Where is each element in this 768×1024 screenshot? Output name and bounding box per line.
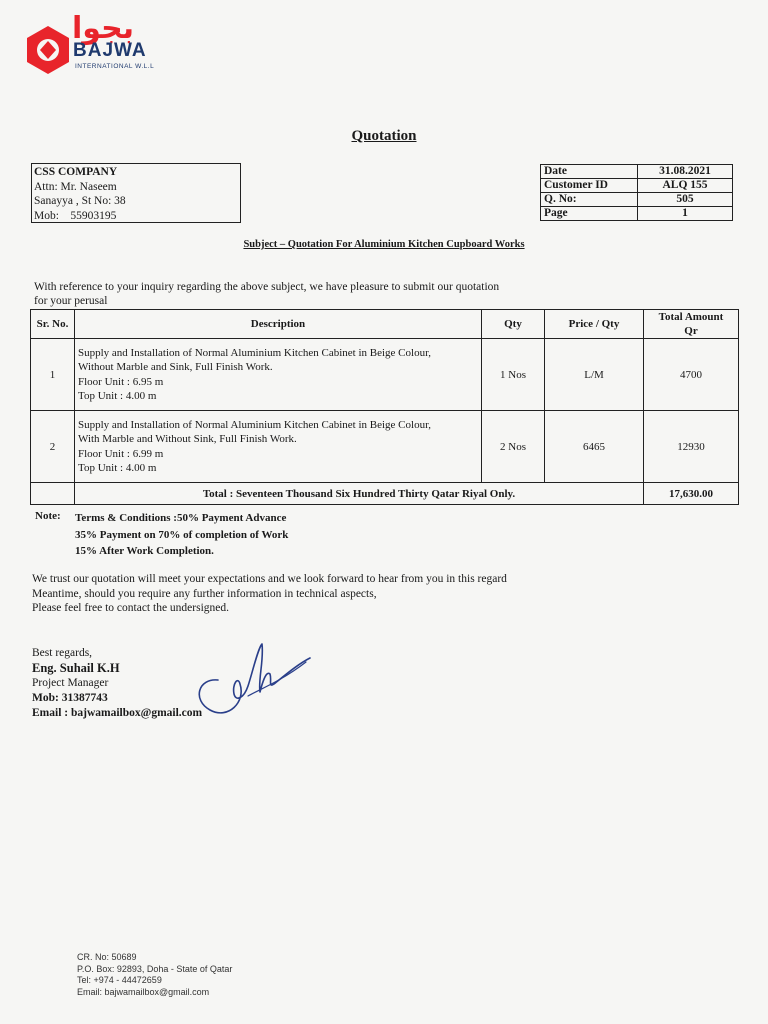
logo-subtitle: INTERNATIONAL W.L.L [75, 63, 155, 70]
ref-value: 31.08.2021 [638, 165, 733, 179]
quotation-reference-table [540, 164, 733, 221]
client-mobile [34, 209, 238, 224]
ref-label: Q. No: [541, 193, 638, 207]
document-title: Quotation [351, 128, 417, 144]
ref-label: Date [541, 165, 638, 179]
subject-text: Subject – Quotation For Aluminium Kitchen Cupboard Works [243, 239, 525, 250]
company-footer [77, 952, 232, 998]
row-desc-line: With Marble and Without Sink, Full Finish Work. [78, 433, 297, 445]
ref-row-customer-id [541, 179, 733, 193]
signoff-mobile: Mob: 31387743 [32, 692, 108, 704]
closing-paragraph [32, 572, 572, 616]
quotation-items-table [30, 309, 739, 505]
note-label: Note: [35, 510, 61, 522]
row-desc-line: Without Marble and Sink, Full Finish Work. [78, 361, 273, 373]
logo-company-name: BAJWA [73, 40, 147, 61]
ref-label: Page [541, 207, 638, 221]
row-desc-line: Floor Unit : 6.95 m [78, 375, 164, 388]
payment-term-line: 15% After Work Completion. [75, 545, 214, 557]
payment-term-line: 35% Payment on 70% of completion of Work [75, 528, 289, 541]
company-logo-icon [24, 24, 72, 76]
total-in-words: Total : Seventeen Thousand Six Hundred Thirty Qatar Riyal Only. [75, 483, 644, 505]
signoff-email: Email : bajwamailbox@gmail.com [32, 707, 203, 719]
client-address: Sanayya , St No: 38 [34, 195, 126, 207]
signoff-name: Eng. Suhail K.H [32, 661, 120, 675]
header-total-line2: Qr [684, 325, 698, 337]
row-price: 6465 [545, 411, 644, 483]
client-attn: Attn: Mr. Naseem [34, 180, 117, 193]
row-total: 12930 [644, 411, 739, 483]
row-qty: 1 Nos [482, 339, 545, 411]
items-header-row [31, 310, 739, 339]
header-total-line1: Total Amount [658, 311, 724, 323]
row-desc-line: Floor Unit : 6.99 m [78, 447, 164, 460]
closing-line: Please feel free to contact the undersigned. [32, 602, 230, 614]
row-sr-no: 1 [31, 339, 75, 411]
payment-term-line: Terms & Conditions :50% Payment Advance [75, 512, 287, 524]
total-amount: 17,630.00 [644, 483, 739, 505]
row-desc-line: Supply and Installation of Normal Aluminium Kitchen Cabinet in Beige Colour, [78, 346, 432, 359]
row-qty: 2 Nos [482, 411, 545, 483]
ref-label: Customer ID [541, 179, 638, 193]
row-sr-no: 2 [31, 411, 75, 483]
client-company: CSS COMPANY [34, 166, 118, 178]
total-row [31, 483, 739, 505]
footer-line: CR. No: 50689 [77, 952, 137, 962]
client-address-box [31, 163, 241, 223]
header-qty: Qty [482, 310, 545, 339]
ref-value: ALQ 155 [638, 179, 733, 193]
row-desc-line: Top Unit : 4.00 m [78, 390, 157, 402]
header-total-amount [644, 310, 739, 339]
row-desc-line: Supply and Installation of Normal Aluminium Kitchen Cabinet in Beige Colour, [78, 418, 432, 431]
header-description: Description [75, 310, 482, 339]
ref-row-quotation-no [541, 193, 733, 207]
payment-terms [75, 510, 288, 560]
row-total: 4700 [644, 339, 739, 411]
ref-value: 1 [638, 207, 733, 221]
client-mobile-number: 55903195 [70, 209, 117, 222]
signoff-greeting: Best regards, [32, 647, 93, 659]
row-desc-line: Top Unit : 4.00 m [78, 462, 157, 474]
subject-line [0, 239, 768, 250]
footer-line: P.O. Box: 92893, Doha - State of Qatar [77, 963, 233, 974]
table-row [31, 339, 739, 411]
ref-value: 505 [638, 193, 733, 207]
row-description [75, 411, 482, 483]
logo-arabic-text: بجوا [72, 11, 134, 46]
ref-row-date [541, 165, 733, 179]
closing-line: Meantime, should you require any further information in technical aspects, [32, 587, 377, 600]
total-row-spacer [31, 483, 75, 505]
footer-line: Tel: +974 - 44472659 [77, 975, 162, 985]
signoff-role: Project Manager [32, 677, 109, 689]
footer-line: Email: bajwamailbox@gmail.com [77, 986, 210, 997]
table-row [31, 411, 739, 483]
ref-row-page [541, 207, 733, 221]
intro-paragraph: With reference to your inquiry regarding the above subject, we have pleasure to submit our quotation for your perusal [34, 281, 500, 307]
client-mobile-label: Mob: [34, 209, 59, 222]
handwritten-signature-icon [188, 640, 316, 724]
header-price: Price / Qty [545, 310, 644, 339]
header-sr-no: Sr. No. [31, 310, 75, 339]
row-price: L/M [545, 339, 644, 411]
row-description [75, 339, 482, 411]
closing-line: We trust our quotation will meet your expectations and we look forward to hear from you in this regard [32, 573, 507, 585]
signoff-block [32, 646, 202, 721]
